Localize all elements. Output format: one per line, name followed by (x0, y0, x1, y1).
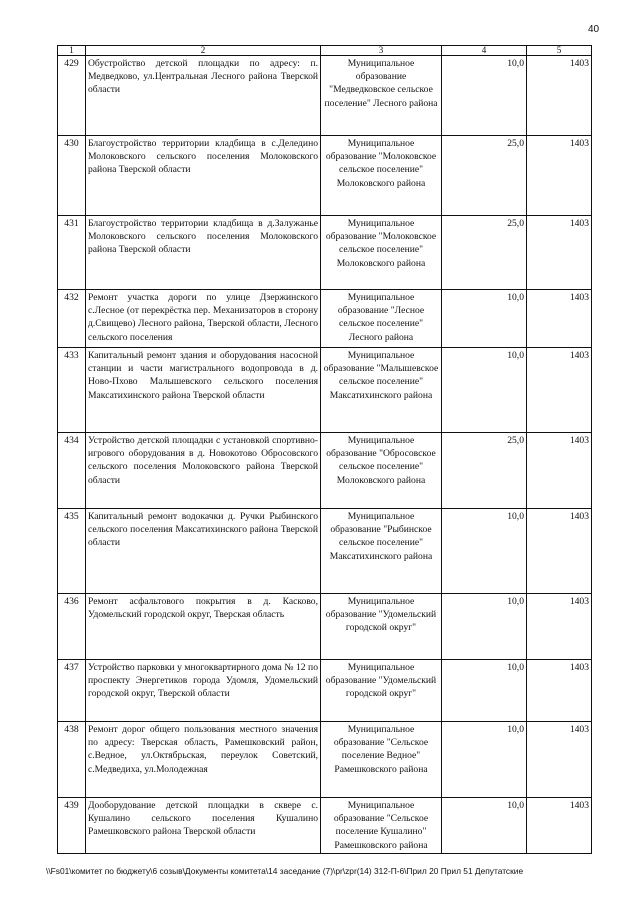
amount: 25,0 (442, 433, 527, 509)
municipality: Муниципальное образование "Обросовское сельское поселение" Молоковского района (321, 433, 442, 509)
amount: 10,0 (442, 56, 527, 136)
row-number: 433 (58, 348, 86, 433)
row-number: 439 (58, 798, 86, 854)
table-row (58, 56, 592, 136)
table-row (58, 136, 592, 216)
table-row (58, 290, 592, 348)
amount: 10,0 (442, 594, 527, 660)
municipality: Муниципальное образование "Молоковское сельское поселение" Молоковского района (321, 136, 442, 216)
project-description: Ремонт дорог общего пользования местного значения по адресу: Тверская область, Рамешковский район, с.Ведное, ул.Октябрьская, переулок Советский, с.Медведиха, ул.Молодежная (86, 722, 321, 798)
municipality: Муниципальное образование "Удомельский городской округ" (321, 660, 442, 722)
budget-code: 1403 (527, 722, 592, 798)
amount: 10,0 (442, 660, 527, 722)
budget-code: 1403 (527, 660, 592, 722)
project-description: Благоустройство территории кладбища в д.Залужанье Молоковского сельского поселения Молоковского района Тверской области (86, 216, 321, 290)
municipality: Муниципальное образование "Лесное сельское поселение" Лесного района (321, 290, 442, 348)
municipality: Муниципальное образование "Сельское поселение Ведное" Рамешковского района (321, 722, 442, 798)
project-description: Устройство парковки у многоквартирного дома № 12 по проспекту Энергетиков города Удомля, Удомельский городской округ, Тверской области (86, 660, 321, 722)
column-header-5: 5 (527, 46, 592, 56)
table-row (58, 798, 592, 854)
budget-code: 1403 (527, 509, 592, 594)
row-number: 429 (58, 56, 86, 136)
row-number: 434 (58, 433, 86, 509)
column-header-1: 1 (58, 46, 86, 56)
municipality: Муниципальное образование "Рыбинское сельское поселение" Максатихинского района (321, 509, 442, 594)
row-number: 431 (58, 216, 86, 290)
table-header-row (58, 46, 592, 56)
row-number: 438 (58, 722, 86, 798)
page-number: 40 (588, 24, 600, 35)
table-row (58, 509, 592, 594)
row-number: 437 (58, 660, 86, 722)
municipality: Муниципальное образование "Сельское поселение Кушалино" Рамешковского района (321, 798, 442, 854)
table-row (58, 216, 592, 290)
project-description: Ремонт участка дороги по улице Дзержинского с.Лесное (от перекрёстка пер. Механизаторов в сторону д.Свищево) Лесного района, Тверской области, Лесного сельского поселения (86, 290, 321, 348)
amount: 25,0 (442, 136, 527, 216)
project-description: Дооборудование детской площадки в сквере с. Кушалино сельского поселения Кушалино Рамешковского района Тверской области (86, 798, 321, 854)
table-row (58, 594, 592, 660)
table-row (58, 433, 592, 509)
project-description: Капитальный ремонт водокачки д. Ручки Рыбинского сельского поселения Максатихинского района Тверской области (86, 509, 321, 594)
amount: 10,0 (442, 722, 527, 798)
amount: 10,0 (442, 798, 527, 854)
table-row (58, 722, 592, 798)
municipality: Муниципальное образование "Удомельский городской округ" (321, 594, 442, 660)
budget-code: 1403 (527, 798, 592, 854)
amount: 25,0 (442, 216, 527, 290)
amount: 10,0 (442, 509, 527, 594)
budget-code: 1403 (527, 433, 592, 509)
municipality: Муниципальное образование "Молоковское сельское поселение" Молоковского района (321, 216, 442, 290)
row-number: 432 (58, 290, 86, 348)
table-row (58, 348, 592, 433)
budget-code: 1403 (527, 56, 592, 136)
project-description: Благоустройство территории кладбища в с.Деледино Молоковского сельского поселения Молоковского района Тверской области (86, 136, 321, 216)
budget-code: 1403 (527, 290, 592, 348)
project-description: Ремонт асфальтового покрытия в д. Касково, Удомельский городской округ, Тверская область (86, 594, 321, 660)
project-description: Капитальный ремонт здания и оборудования насосной станции и части магистрального водопровода в д. Ново-Пхово Малышевского сельского поселения Максатихинского района Тверской области (86, 348, 321, 433)
project-description: Устройство детской площадки с установкой спортивно-игрового оборудования в д. Новокотово Обросовского сельского поселения Молоковского района Тверской области (86, 433, 321, 509)
project-description: Обустройство детской площадки по адресу: п. Медведково, ул.Центральная Лесного района Тверской области (86, 56, 321, 136)
row-number: 430 (58, 136, 86, 216)
budget-code: 1403 (527, 348, 592, 433)
column-header-4: 4 (442, 46, 527, 56)
row-number: 436 (58, 594, 86, 660)
column-header-2: 2 (86, 46, 321, 56)
municipality: Муниципальное образование "Медведковское сельское поселение" Лесного района (321, 56, 442, 136)
amount: 10,0 (442, 290, 527, 348)
row-number: 435 (58, 509, 86, 594)
municipality: Муниципальное образование "Малышевское сельское поселение" Максатихинского района (321, 348, 442, 433)
table-row (58, 660, 592, 722)
budget-code: 1403 (527, 136, 592, 216)
file-path-footer: \\Fs01\комитет по бюджету\6 созыв\Документы комитета\14 заседание (7)\pr\zpr(14) 312-П-6\Прил 20 Прил 51 Депутатские (46, 866, 524, 876)
budget-code: 1403 (527, 594, 592, 660)
appropriations-table (57, 45, 592, 854)
column-header-3: 3 (321, 46, 442, 56)
amount: 10,0 (442, 348, 527, 433)
budget-code: 1403 (527, 216, 592, 290)
